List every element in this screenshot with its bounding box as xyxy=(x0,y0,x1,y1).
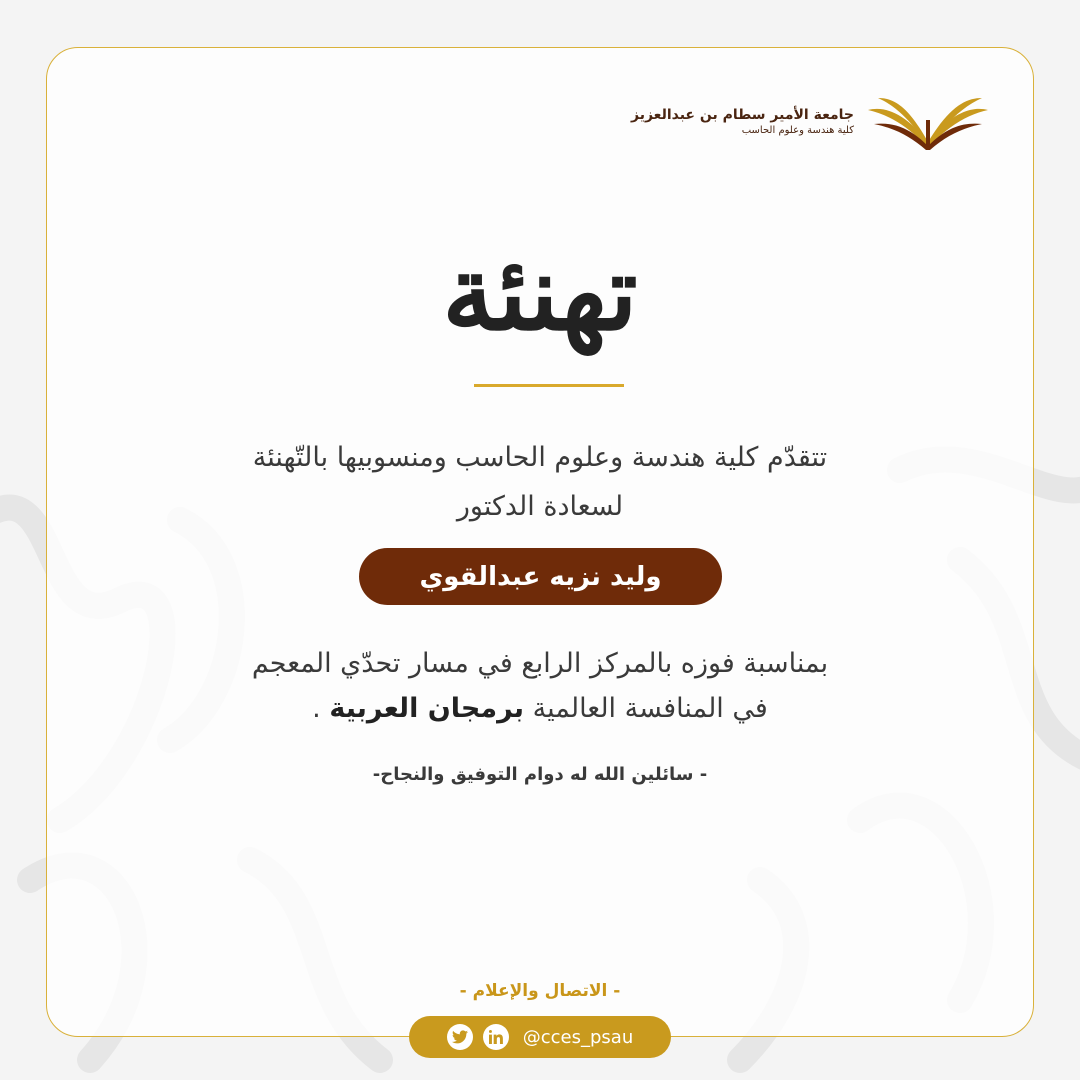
header-logo xyxy=(631,92,992,152)
linkedin-icon[interactable] xyxy=(483,1024,509,1050)
occasion-line-1: بمناسبة فوزه بالمركز الرابع في مسار تحدّي المعجم xyxy=(251,648,829,679)
honoree-name-badge xyxy=(359,548,722,605)
closing-prayer: - سائلين الله له دوام التوفيق والنجاح- xyxy=(372,764,708,785)
occasion-line-2 xyxy=(0,693,1080,724)
headline-calligraphy: تهنئة xyxy=(442,231,638,354)
intro-line-2: لسعادة الدكتور xyxy=(456,491,624,522)
university-name: جامعة الأمير سطام بن عبدالعزيز xyxy=(631,107,854,123)
occasion-line-2-prefix: في المنافسة العالمية xyxy=(532,693,768,724)
card-frame xyxy=(46,47,1034,1037)
university-logo-icon xyxy=(864,92,992,152)
department-label: - الاتصال والإعلام - xyxy=(459,981,621,1001)
social-handle[interactable]: @cces_psau xyxy=(522,1026,634,1048)
twitter-icon[interactable] xyxy=(447,1024,473,1050)
social-links-bar xyxy=(409,1016,671,1058)
honoree-name: وليد نزيه عبدالقوي xyxy=(419,561,662,592)
college-name: كلية هندسة وعلوم الحاسب xyxy=(741,125,854,136)
occasion-line-2-suffix: . xyxy=(312,693,321,724)
intro-line-1: تتقدّم كلية هندسة وعلوم الحاسب ومنسوبيها بالتّهنئة xyxy=(252,442,828,473)
gold-divider xyxy=(474,384,624,387)
competition-name: برمجان العربية xyxy=(329,693,525,724)
